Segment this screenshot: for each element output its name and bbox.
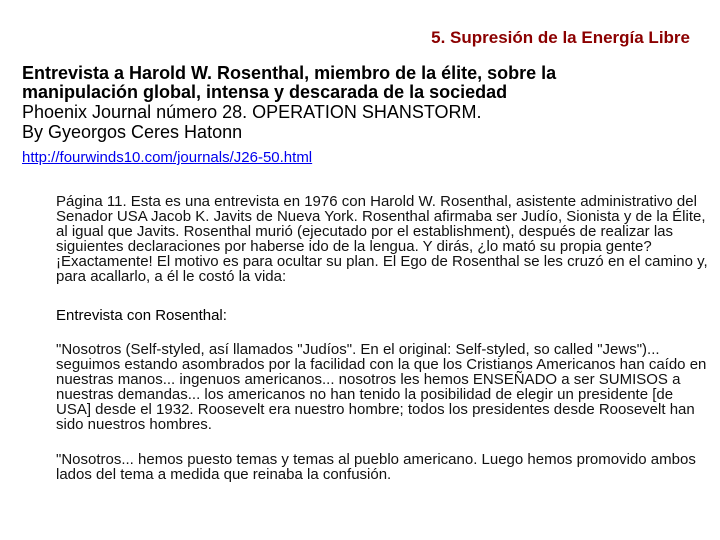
author-line: By Gyeorgos Ceres Hatonn [22, 122, 243, 142]
intro-paragraph: Página 11. Esta es una entrevista en 1976 con Harold W. Rosenthal, asistente administrativo del Senador USA Jacob K. Javits de Nueva York. Rosenthal afirmaba ser Judío, Sionista y de la Élite, al igual que Javits. Rosenthal murió (ejecutado por el establishment), después de realizar las siguientes declaraciones por haberse ido de la lengua. Y dirás, ¿lo mató su propia gente? ¡Exactamente! El motivo es para ocultar su plan. El Ego de Rosenthal se les cruzó en el camino y, para acallarlo, a él le costó la vida: [56, 193, 708, 285]
headline-line-1: Entrevista a Harold W. Rosenthal, miembro de la élite, sobre la [22, 63, 557, 83]
source-line: Phoenix Journal número 28. OPERATION SHANSTORM. [22, 102, 482, 122]
source-link[interactable]: http://fourwinds10.com/journals/J26-50.html [22, 149, 313, 166]
article-body [56, 194, 708, 482]
quote-paragraph-2: "Nosotros... hemos puesto temas y temas al pueblo americano. Luego hemos promovido ambos lados del tema a medida que reinaba la confusión. [56, 451, 696, 483]
article-header [22, 64, 702, 167]
section-title: 5. Supresión de la Energía Libre [431, 28, 690, 47]
interview-heading: Entrevista con Rosenthal: [56, 307, 227, 324]
quote-paragraph-1: "Nosotros (Self-styled, así llamados "Judíos". En el original: Self-styled, so called "Jews")... seguimos estando asombrados por la facilidad con la que los Cristianos Americanos han caído en nuestras manos... ingenuos americanos... nosotros les hemos ENSEÑADO a ser SUMISOS a nuestras demandas... los americanos no han tenido la posibilidad de elegir un presidente [de USA] desde el 1932. Roosevelt era nuestro hombre; todos los presidentes desde Roosevelt han sido nuestros hombres. [56, 341, 707, 433]
headline-line-2: manipulación global, intensa y descarada de la sociedad [22, 82, 508, 102]
